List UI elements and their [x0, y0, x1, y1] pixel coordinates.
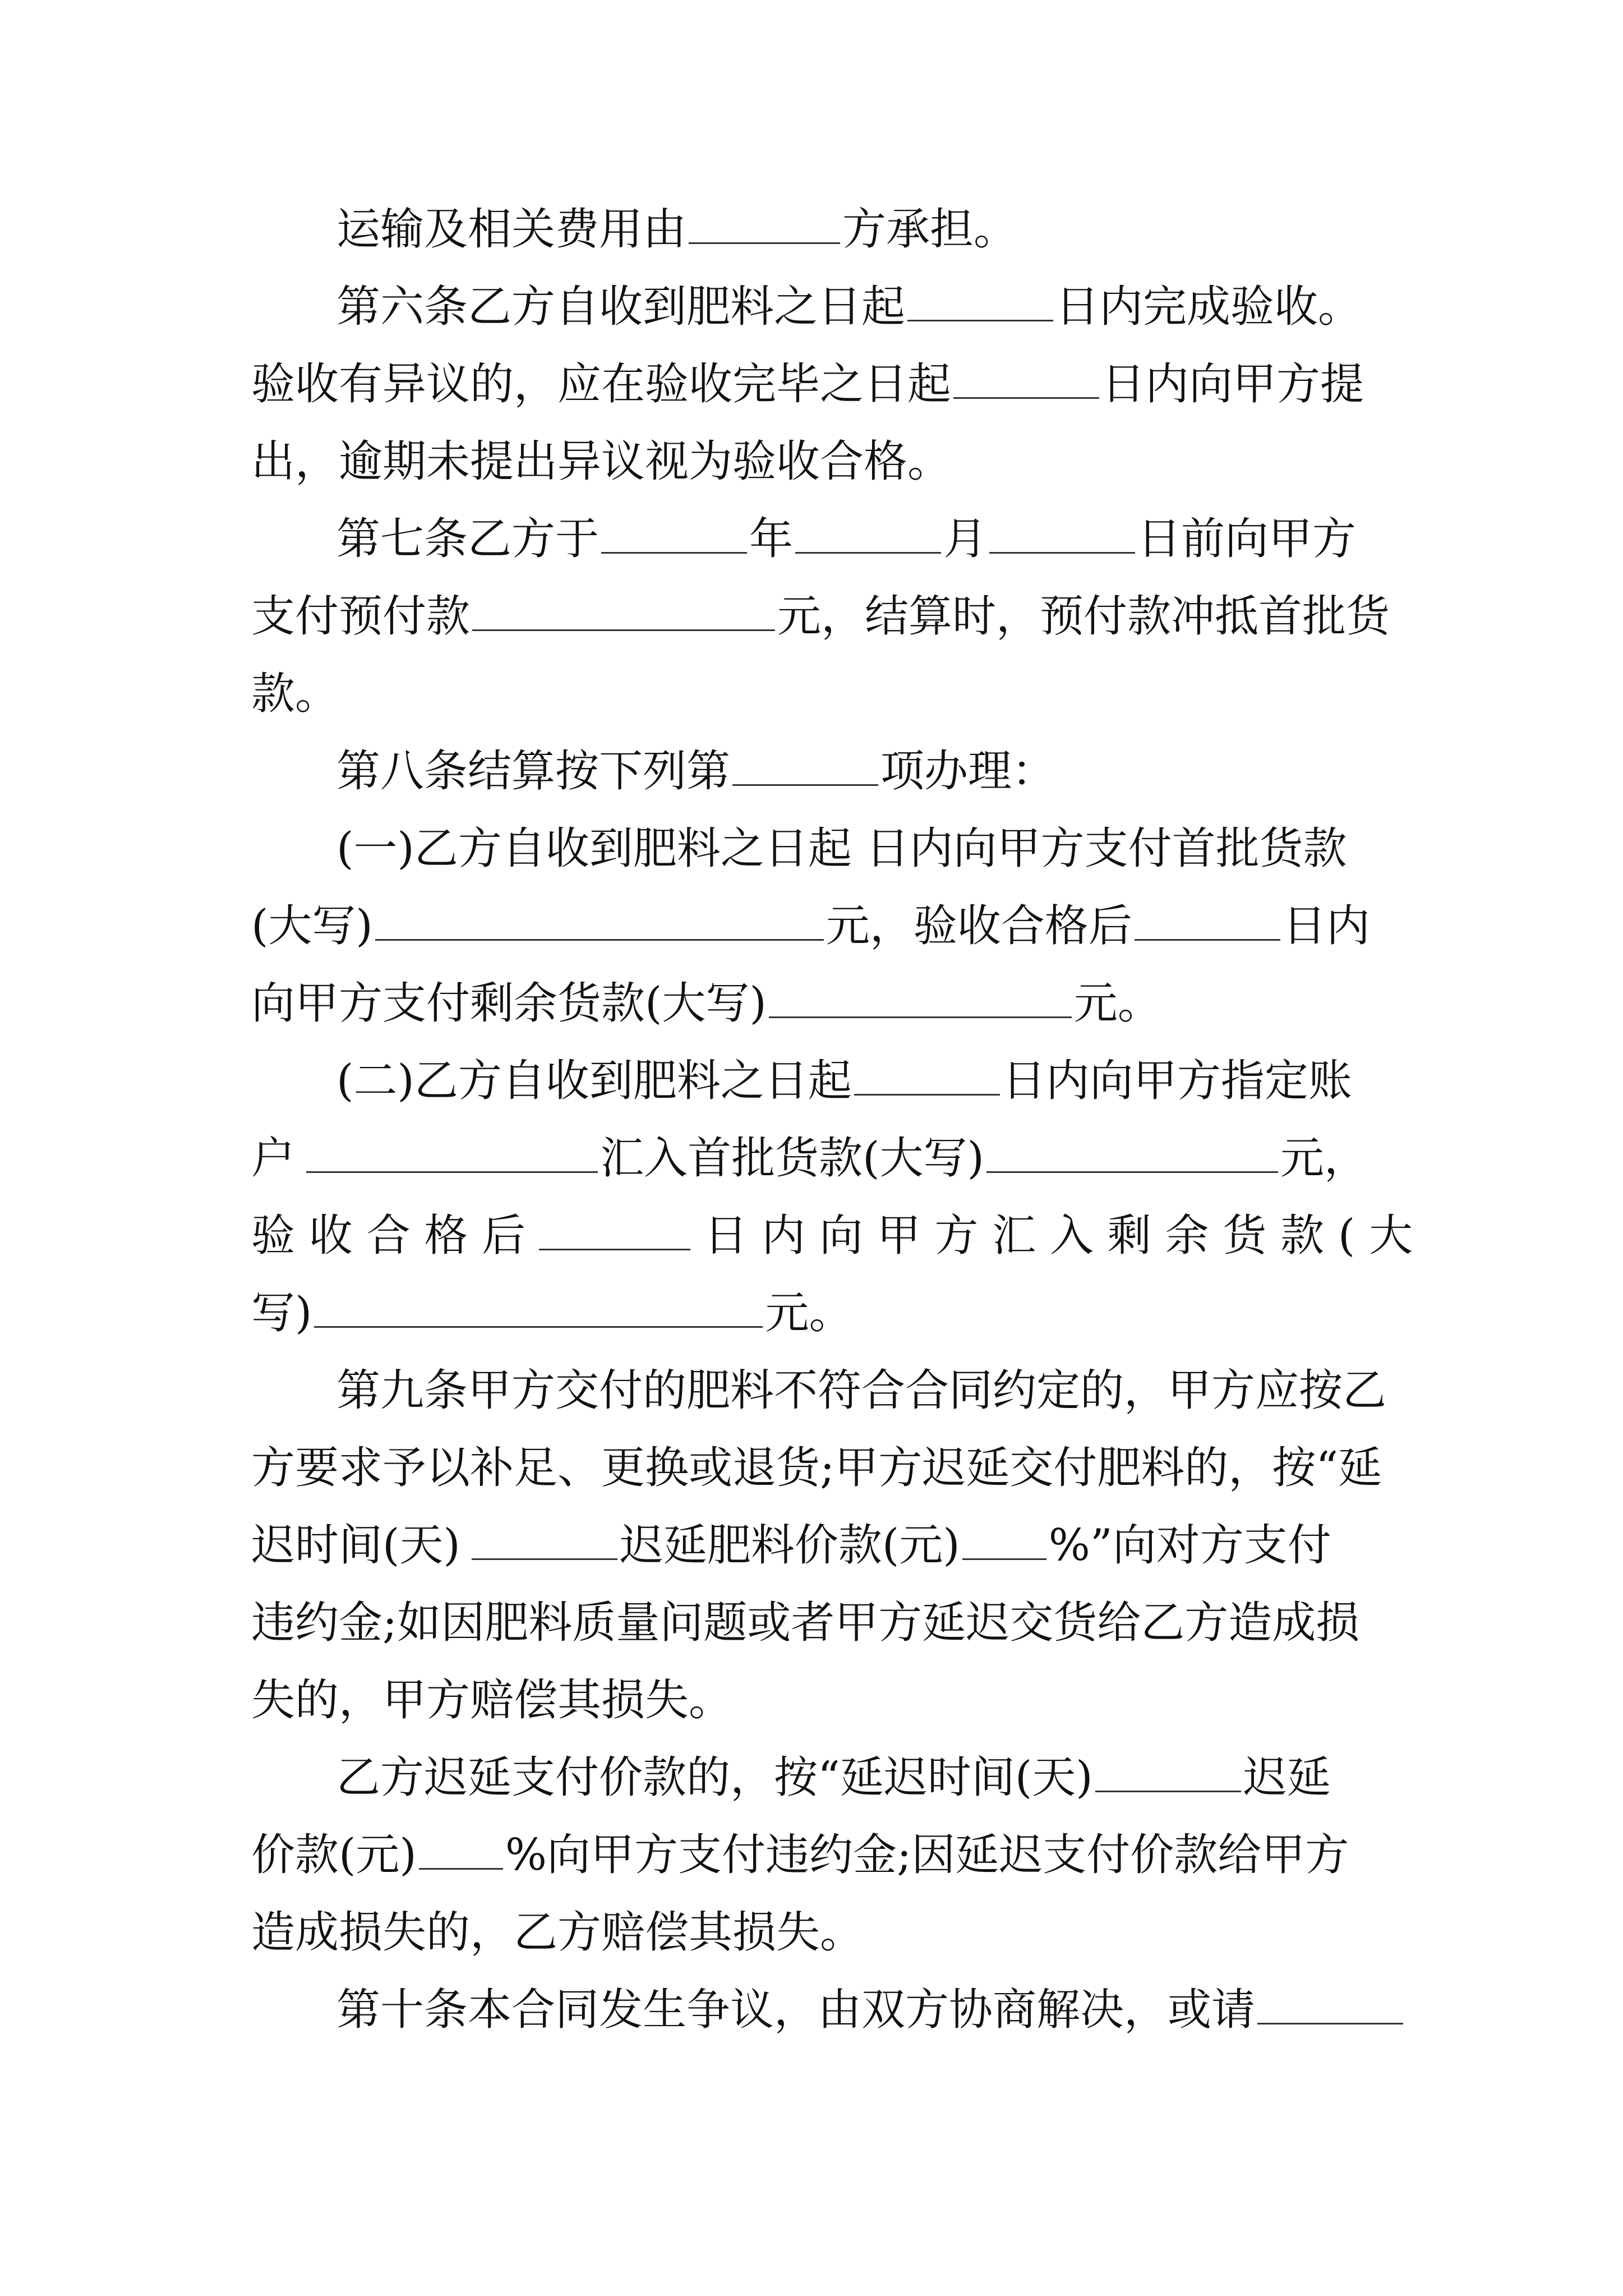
text: (二)乙方自收到肥料之日起 [336, 1056, 852, 1106]
text: 元，验收合格后 [826, 901, 1132, 951]
fill-blank [375, 900, 824, 941]
fill-blank [953, 358, 1099, 399]
text: 支付预付款 [251, 591, 471, 642]
article-9-line-3 [251, 1507, 1378, 1584]
fill-blank [1095, 1751, 1241, 1792]
text: 项办理： [880, 746, 1056, 797]
fill-blank [314, 1287, 763, 1328]
article-6-line-1 [251, 268, 1378, 346]
text: 元。 [1073, 978, 1161, 1029]
text: 日内向甲方指定账 [1002, 1056, 1352, 1106]
document-page [251, 191, 1413, 2049]
fill-blank [539, 1209, 690, 1250]
text: 第七条乙方于 [336, 514, 600, 564]
fill-blank [1257, 1984, 1403, 2024]
text: 方承担。 [842, 204, 1018, 255]
fill-blank [795, 513, 941, 554]
article-8-item-2-line-1 [251, 1042, 1378, 1120]
text: 迟延肥料价款(元) [619, 1520, 960, 1571]
fill-blank [907, 280, 1053, 321]
fill-blank [419, 1829, 503, 1870]
text: 年 [749, 514, 794, 564]
text: 方要求予以补足、更换或退货;甲方迟延交付肥料的，按“延 [251, 1443, 1382, 1493]
text: 元， [1280, 1133, 1368, 1184]
article-8-line-1 [251, 733, 1378, 810]
article-8-item-1-line-3 [251, 965, 1378, 1042]
fill-blank [732, 745, 878, 786]
text: 第九条甲方交付的肥料不符合合同约定的，甲方应按乙 [336, 1365, 1387, 1416]
text: (大写) [251, 901, 373, 951]
text: %向甲方支付违约金;因延迟支付价款给甲方 [505, 1830, 1349, 1880]
text: 价款(元) [251, 1830, 417, 1880]
article-6-line-3 [251, 423, 1378, 500]
fill-blank [601, 513, 747, 554]
article-8-item-2-line-3 [251, 1197, 1413, 1274]
article-8-item-1-line-2 [251, 887, 1378, 965]
text: 乙方迟延支付价款的，按“延迟时间(天) [336, 1752, 1093, 1803]
text: %”向对方支付 [1048, 1520, 1331, 1571]
article-7-line-1 [251, 500, 1378, 578]
text: 运输及相关费用由 [336, 204, 687, 255]
text: 迟时间(天) [251, 1520, 460, 1571]
article-9-paragraph-2-line-3 [251, 1894, 1378, 1971]
text: 向甲方支付剩余货款(大写) [251, 978, 767, 1029]
fill-blank [769, 977, 1072, 1018]
text: 失的，甲方赔偿其损失。 [251, 1675, 733, 1726]
text: 月 [943, 514, 988, 564]
text: 出，逾期未提出异议视为验收合格。 [251, 436, 952, 487]
text: 写) [251, 1288, 312, 1338]
article-9-paragraph-2-line-1 [251, 1739, 1378, 1816]
fill-blank [986, 1132, 1278, 1173]
article-9-paragraph-2-line-2 [251, 1816, 1378, 1894]
article-8-item-1-line-1 [251, 810, 1378, 887]
text: 验 收 合 格 后 [251, 1211, 526, 1261]
article-10-line-1 [251, 1971, 1378, 2049]
text: 户 [251, 1133, 296, 1184]
article-9-line-1 [251, 1352, 1387, 1429]
text: 款。 [251, 669, 339, 719]
article-8-item-2-line-2 [251, 1120, 1378, 1197]
text: 日内向甲方提 [1101, 359, 1364, 409]
fill-blank [962, 1519, 1046, 1560]
fill-blank [689, 203, 840, 244]
fill-blank [472, 590, 775, 631]
fill-blank [306, 1132, 598, 1173]
fill-blank [472, 1519, 617, 1560]
text: 第十条本合同发生争议，由双方协商解决，或请 [336, 1985, 1256, 2035]
text: 日内完成验收。 [1055, 282, 1362, 332]
article-7-line-3 [251, 655, 1378, 733]
text: 日前向甲方 [1137, 514, 1357, 564]
text: 汇入首批货款(大写) [600, 1133, 984, 1184]
article-6-line-2 [251, 346, 1378, 423]
article-8-item-2-line-4 [251, 1274, 1378, 1352]
text: 违约金;如因肥料质量问题或者甲方延迟交货给乙方造成损 [251, 1598, 1360, 1648]
fill-blank [854, 1055, 1000, 1096]
text: 验收有异议的，应在验收完毕之日起 [251, 359, 952, 409]
text: 第八条结算按下列第 [336, 746, 731, 797]
text: 第六条乙方自收到肥料之日起 [336, 282, 906, 332]
text: 元，结算时，预付款冲抵首批货 [777, 591, 1390, 642]
text: 造成损失的，乙方赔偿其损失。 [251, 1907, 864, 1958]
text: 迟延 [1243, 1752, 1331, 1803]
text: (一)乙方自收到肥料之日起 日内向甲方支付首批货款 [336, 823, 1347, 874]
article-9-line-4 [251, 1584, 1378, 1662]
article-9-line-5 [251, 1662, 1378, 1739]
text: 日内 [1282, 901, 1370, 951]
article-7-line-2 [251, 578, 1390, 655]
fill-blank [989, 513, 1135, 554]
article-9-line-2 [251, 1429, 1382, 1507]
paragraph-transport-line [251, 191, 1378, 268]
text: 日 内 向 甲 方 汇 入 剩 余 货 款 ( 大 [704, 1211, 1413, 1261]
text: 元。 [765, 1288, 853, 1338]
fill-blank [1135, 900, 1280, 941]
